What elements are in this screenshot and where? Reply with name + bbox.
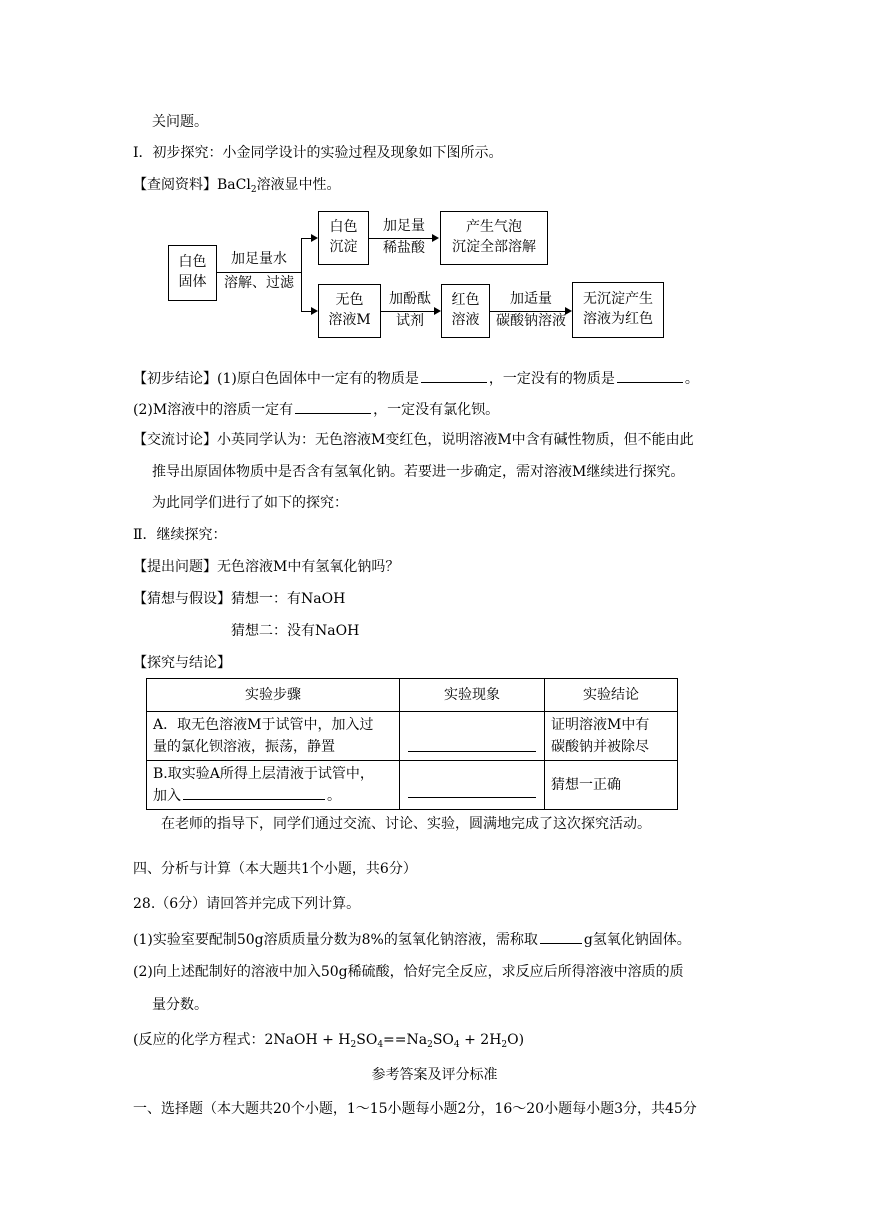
answer-blank (295, 399, 371, 414)
question-title: 28.（6分）请回答并完成下列计算。 (133, 896, 361, 912)
text-line: 量分数。 (152, 997, 208, 1013)
text-line: 【猜想与假设】猜想一：有NaOH (133, 591, 346, 607)
text-line: 【查阅资料】BaCl$_2$溶液显中性。 (133, 177, 341, 195)
answer-key-title: 参考答案及评分标准 (371, 1067, 498, 1083)
text-line: 猜想二：没有NaOH (231, 623, 360, 639)
flow-label: 加酚酞 (389, 291, 431, 307)
flow-box-result-1: 产生气泡 沉淀全部溶解 (440, 211, 548, 265)
chemical-equation: (反应的化学方程式：2NaOH + $H_2SO_4==Na_2SO_4 + 2H_2O$) (133, 1032, 525, 1050)
table-cell: 证明溶液M中有 碳酸钠并被除尽 (545, 712, 678, 761)
table-row (147, 761, 678, 810)
text-line: 【初步结论】(1)原白色固体中一定有的物质是 ，一定没有的物质是 。 (133, 368, 699, 388)
table-cell: A．取无色溶液M于试管中，加入过 量的氯化钡溶液，振荡，静置 (147, 712, 400, 761)
text-line: (1)实验室要配制50g溶质质量分数为8%的氢氧化钠溶液，需称取 g氢氧化钠固体。 (133, 929, 691, 949)
section-heading: 四、分析与计算（本大题共1个小题，共6分） (133, 861, 417, 877)
flow-box-start: 白色 固体 (168, 245, 217, 301)
flow-line (217, 272, 302, 273)
text-line: (2)向上述配制好的溶液中加入50g稀硫酸，恰好完全反应，求反应后所得溶液中溶质的质 (133, 964, 684, 980)
arrow-right-icon (311, 307, 318, 315)
section-heading: 一、选择题（本大题共20个小题，1～15小题每小题2分，16～20小题每小题3分，共45分 (133, 1101, 697, 1117)
answer-blank (408, 721, 536, 752)
section-heading: Ⅱ．继续探究： (133, 527, 227, 543)
flow-label: 稀盐酸 (383, 240, 425, 256)
flow-box-precipitate: 白色 沉淀 (318, 211, 369, 265)
flow-label: 试剂 (396, 313, 424, 329)
flow-box-red-solution: 红色 溶液 (441, 284, 490, 338)
flow-label: 加足量水 (231, 251, 287, 267)
arrow-right-icon (311, 234, 318, 242)
flow-label: 加足量 (383, 218, 425, 234)
table-cell: B.取实验A所得上层清液于试管中， 加入 。 (147, 761, 400, 810)
flow-label: 碳酸钠溶液 (496, 313, 566, 329)
table-header-row (147, 679, 678, 712)
answer-blank (183, 785, 325, 800)
answer-blank (421, 368, 487, 383)
table-header: 实验现象 (400, 679, 545, 712)
flow-line (301, 238, 302, 312)
section-heading: I．初步探究：小金同学设计的实验过程及现象如下图所示。 (133, 145, 503, 161)
text-line: 为此同学们进行了如下的探究： (152, 495, 348, 511)
text-line: (2)M溶液中的溶质一定有 ，一定没有氯化钡。 (133, 399, 499, 419)
flow-box-result-2: 无沉淀产生 溶液为红色 (572, 282, 664, 338)
text-line: 【提出问题】无色溶液M中有氢氧化钠吗？ (133, 559, 400, 575)
table-cell: 猜想一正确 (545, 761, 678, 810)
text-line: 【探究与结论】 (133, 655, 231, 671)
answer-blank (540, 929, 582, 944)
text-line: 关问题。 (152, 114, 208, 130)
text-line: 在老师的指导下，同学们通过交流、讨论、实验，圆满地完成了这次探究活动。 (161, 816, 651, 832)
flow-box-solution-m: 无色 溶液M (318, 284, 381, 338)
table-header: 实验步骤 (147, 679, 400, 712)
text-line: 推导出原固体物质中是否含有氢氧化钠。若要进一步确定，需对溶液M继续进行探究。 (152, 464, 685, 480)
flow-label: 溶解、过滤 (224, 275, 294, 291)
table-cell (400, 712, 545, 761)
answer-blank (617, 368, 683, 383)
text-line: 【交流讨论】小英同学认为：无色溶液M变红色，说明溶液M中含有碱性物质，但不能由此 (133, 432, 694, 448)
table-row (147, 712, 678, 761)
answer-blank (408, 773, 536, 798)
experiment-table (146, 678, 678, 810)
flow-label: 加适量 (510, 291, 552, 307)
table-cell (400, 761, 545, 810)
table-header: 实验结论 (545, 679, 678, 712)
